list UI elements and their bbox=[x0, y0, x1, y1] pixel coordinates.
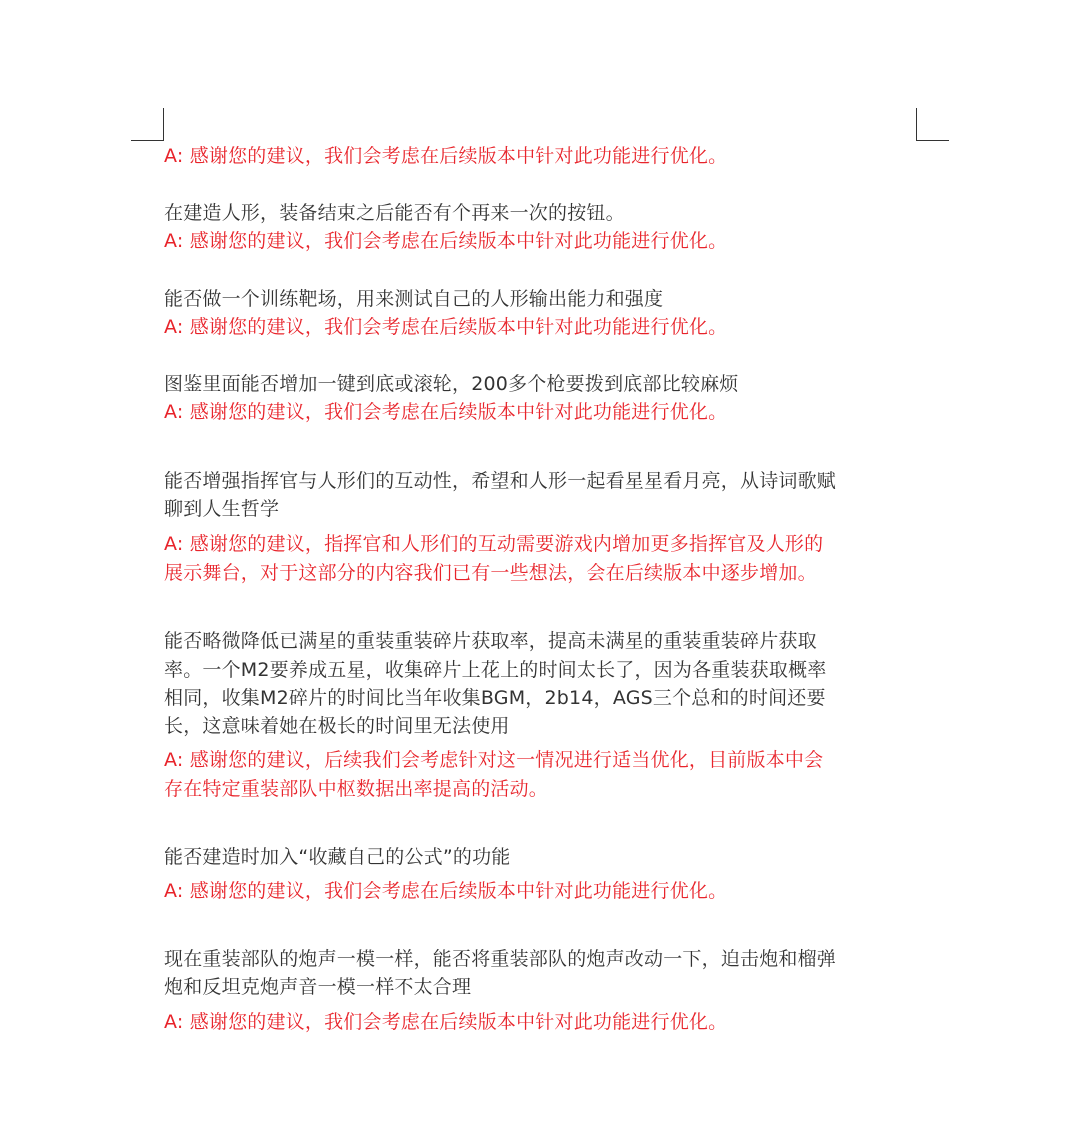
answer-line: A: 感谢您的建议，我们会考虑在后续版本中针对此功能进行优化。 bbox=[164, 401, 728, 423]
question-line: 图鉴里面能否增加一键到底或滚轮，200多个枪要拨到底部比较麻烦 bbox=[164, 373, 739, 395]
question-line: 聊到人生哲学 bbox=[164, 498, 280, 520]
question-line: 能否做一个训练靶场，用来测试自己的人形输出能力和强度 bbox=[164, 288, 664, 310]
question-line: 现在重装部队的炮声一模一样，能否将重装部队的炮声改动一下，迫击炮和榴弹 bbox=[164, 948, 837, 970]
answer-line: A: 感谢您的建议，我们会考虑在后续版本中针对此功能进行优化。 bbox=[164, 316, 728, 338]
question-line: 炮和反坦克炮声音一模一样不太合理 bbox=[164, 976, 472, 998]
answer-line: A: 感谢您的建议，我们会考虑在后续版本中针对此功能进行优化。 bbox=[164, 1011, 728, 1033]
answer-line: 展示舞台，对于这部分的内容我们已有一些想法，会在后续版本中逐步增加。 bbox=[164, 562, 817, 584]
top-left-margin-mark bbox=[131, 108, 164, 141]
answer-line: A: 感谢您的建议，我们会考虑在后续版本中针对此功能进行优化。 bbox=[164, 230, 728, 252]
answer-line: A: 感谢您的建议，指挥官和人形们的互动需要游戏内增加更多指挥官及人形的 bbox=[164, 533, 824, 555]
question-line: 在建造人形，装备结束之后能否有个再来一次的按钮。 bbox=[164, 202, 625, 224]
question-line: 长，这意味着她在极长的时间里无法使用 bbox=[164, 715, 510, 737]
answer-line: A: 感谢您的建议，我们会考虑在后续版本中针对此功能进行优化。 bbox=[164, 880, 728, 902]
answer-line: 存在特定重装部队中枢数据出率提高的活动。 bbox=[164, 778, 549, 800]
answer-line: A: 感谢您的建议，我们会考虑在后续版本中针对此功能进行优化。 bbox=[164, 145, 728, 167]
top-right-margin-mark bbox=[916, 108, 949, 141]
question-line: 率。一个M2要养成五星，收集碎片上花上的时间太长了，因为各重装获取概率 bbox=[164, 659, 827, 681]
question-line: 能否略微降低已满星的重装重装碎片获取率，提高未满星的重装重装碎片获取 bbox=[164, 630, 817, 652]
question-line: 能否增强指挥官与人形们的互动性，希望和人形一起看星星看月亮，从诗词歌赋 bbox=[164, 470, 837, 492]
question-line: 相同，收集M2碎片的时间比当年收集BGM，2b14，AGS三个总和的时间还要 bbox=[164, 687, 826, 709]
question-line: 能否建造时加入“收藏自己的公式”的功能 bbox=[164, 846, 511, 868]
answer-line: A: 感谢您的建议，后续我们会考虑针对这一情况进行适当优化，目前版本中会 bbox=[164, 749, 824, 771]
